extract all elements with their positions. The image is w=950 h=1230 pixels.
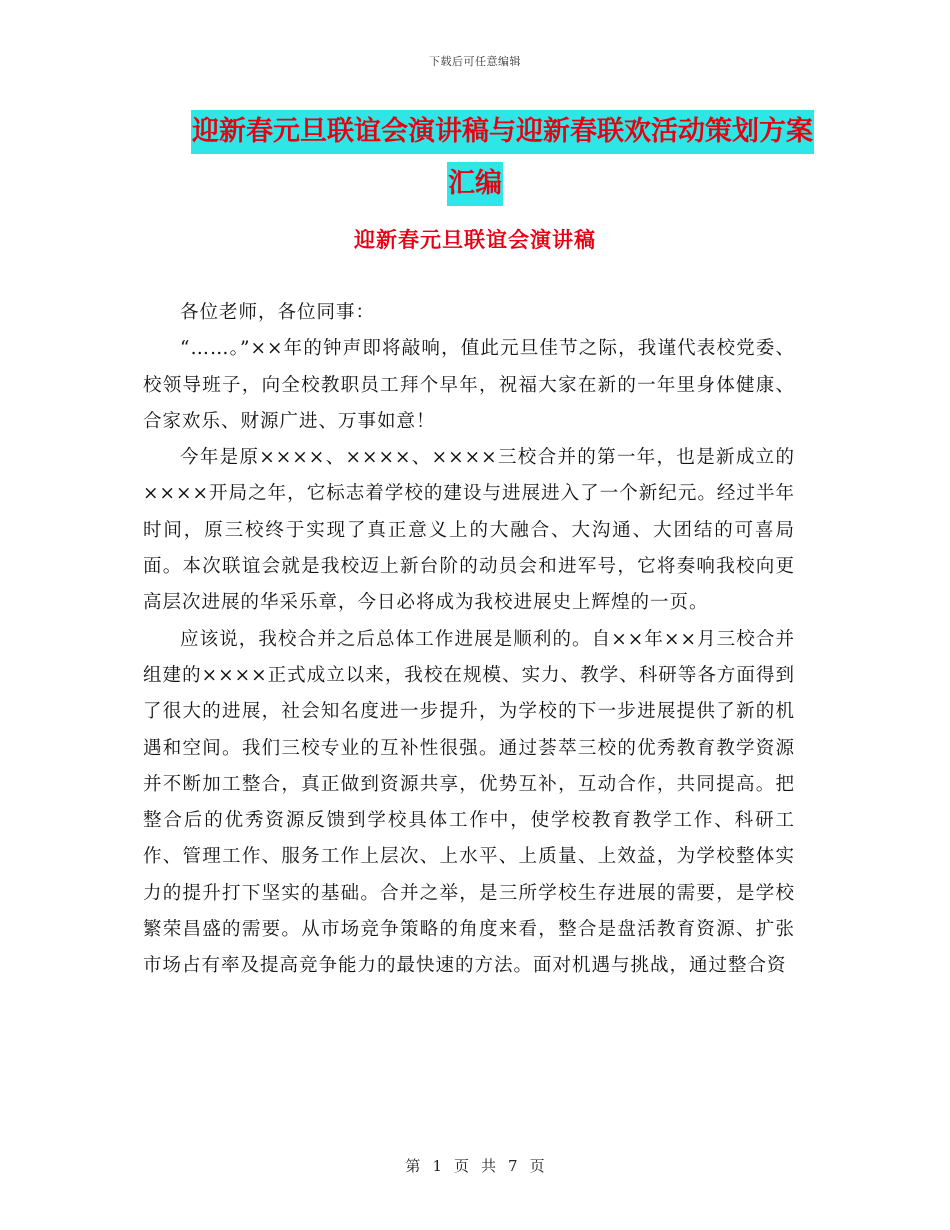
document-title — [0, 110, 950, 206]
section-title: 迎新春元旦联谊会演讲稿 — [354, 227, 596, 252]
page-label: 第 — [405, 1157, 421, 1175]
page-number: 1 — [432, 1157, 442, 1175]
page-header-note: 下载后可任意编辑 — [429, 55, 521, 68]
paragraph: 应该说，我校合并之后总体工作进展是顺利的。自××年××月三校合并组建的××××正式成立以来，我校在规模、实力、教学、科研等各方面得到了很大的进展，社会知名度进一步提升，为学校的下一步进展提供了新的机遇和空间。我们三校专业的互补性很强。通过荟萃三校的优秀教育教学资源并不断加工整合，真正做到资源共享，优势互补，互动合作，共同提高。把整合后的优秀资源反馈到学校具体工作中，使学校教育教学工作、科研工作、管理工作、服务工作上层次、上水平、上质量、上效益，为学校整体实力的提升打下坚实的基础。合并之举，是三所学校生存进展的需要，是学校繁荣昌盛的需要。从市场竞争策略的角度来看，整合是盘活教育资源、扩张市场占有率及提高竞争能力的最快速的方法。面对机遇与挑战，通过整合资 — [143, 628, 795, 977]
total-unit: 页 — [529, 1157, 545, 1175]
page-footer — [0, 1155, 950, 1176]
total-pages: 7 — [508, 1157, 518, 1175]
page-unit: 页 — [453, 1157, 469, 1175]
document-title-line1: 迎新春元旦联谊会演讲稿与迎新春联欢活动策划方案 — [191, 110, 814, 154]
document-title-line2: 汇编 — [447, 162, 503, 206]
paragraph: 今年是原××××、××××、××××三校合并的第一年，也是新成立的××××开局之年，它标志着学校的建设与进展进入了一个新纪元。经过半年时间，原三校终于实现了真正意义上的大融合、大沟通、大团结的可喜局面。本次联谊会就是我校迈上新台阶的动员会和进军号，它将奏响我校向更高层次进展的华采乐章，今日必将成为我校进展史上辉煌的一页。 — [143, 447, 795, 614]
total-label: 共 — [481, 1157, 497, 1175]
paragraph-greeting: 各位老师，各位同事： — [180, 302, 376, 323]
speech-body — [143, 295, 795, 985]
paragraph: “……。”××年的钟声即将敲响，值此元旦佳节之际，我谨代表校党委、校领导班子，向全校教职员工拜个早年，祝福大家在新的一年里身体健康、合家欢乐、财源广进、万事如意！ — [143, 338, 795, 432]
